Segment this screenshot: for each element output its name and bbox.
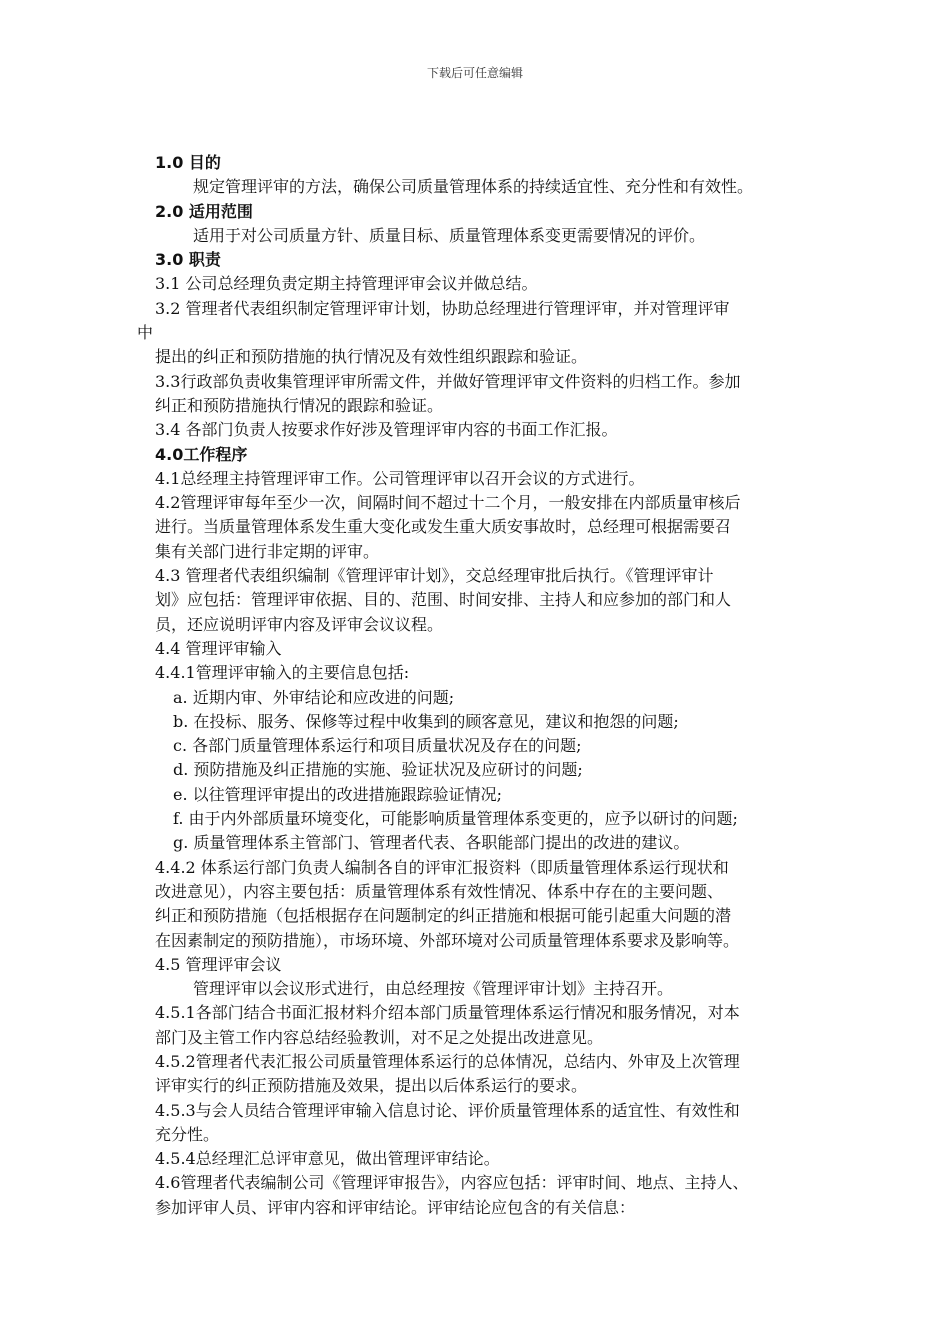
list-item: g. 质量管理体系主管部门、管理者代表、各职能部门提出的改进的建议。 (173, 833, 690, 853)
section-heading: 4.0工作程序 (155, 444, 248, 464)
paragraph-line: 划》应包括：管理评审依据、目的、范围、时间安排、主持人和应参加的部门和人 (155, 590, 732, 610)
list-item: c. 各部门质量管理体系运行和项目质量状况及存在的问题; (173, 736, 582, 756)
paragraph-line: 改进意见），内容主要包括：质量管理体系有效性情况、体系中存在的主要问题、 (155, 881, 724, 901)
paragraph-line: 评审实行的纠正预防措施及效果，提出以后体系运行的要求。 (155, 1076, 588, 1096)
paragraph-line: 参加评审人员、评审内容和评审结论。评审结论应包含的有关信息： (155, 1197, 636, 1217)
paragraph-line: 4.1总经理主持管理评审工作。公司管理评审以召开会议的方式进行。 (155, 468, 645, 488)
paragraph-line: 中 (137, 323, 154, 343)
paragraph-line: 管理评审以会议形式进行，由总经理按《管理评审计划》主持召开。 (193, 979, 674, 999)
page-header-note: 下载后可任意编辑 (426, 66, 523, 80)
paragraph-line: 4.5.3与会人员结合管理评审输入信息讨论、评价质量管理体系的适宜性、有效性和 (155, 1100, 740, 1120)
paragraph-line: 4.5.1各部门结合书面汇报材料介绍本部门质量管理体系运行情况和服务情况，对本 (155, 1003, 740, 1023)
paragraph-line: 规定管理评审的方法，确保公司质量管理体系的持续适宜性、充分性和有效性。 (193, 177, 754, 197)
paragraph-line: 4.4.2 体系运行部门负责人编制各自的评审汇报资料（即质量管理体系运行现状和 (155, 857, 729, 877)
paragraph-line: 提出的纠正和预防措施的执行情况及有效性组织跟踪和验证。 (155, 347, 588, 367)
paragraph-line: 4.5.4总经理汇总评审意见，做出管理评审结论。 (155, 1149, 500, 1169)
paragraph-line: 3.4 各部门负责人按要求作好涉及管理评审内容的书面工作汇报。 (155, 420, 618, 440)
paragraph-line: 员，还应说明评审内容及评审会议议程。 (155, 614, 444, 634)
paragraph-line: 3.2 管理者代表组织制定管理评审计划，协助总经理进行管理评审，并对管理评审 (155, 298, 730, 318)
list-item: f. 由于内外部质量环境变化，可能影响质量管理体系变更的，应予以研讨的问题; (173, 809, 738, 829)
paragraph-line: 集有关部门进行非定期的评审。 (155, 541, 380, 561)
list-item: d. 预防措施及纠正措施的实施、验证状况及应研讨的问题; (173, 760, 583, 780)
section-heading: 1.0 目的 (155, 153, 221, 172)
paragraph-line: 纠正和预防措施（包括根据存在问题制定的纠正措施和根据可能引起重大问题的潜 (155, 906, 732, 926)
paragraph-line: 部门及主管工作内容总结经验教训，对不足之处提出改进意见。 (155, 1027, 604, 1047)
paragraph-line: 4.4 管理评审输入 (155, 638, 282, 658)
section-heading: 3.0 职责 (155, 250, 221, 270)
paragraph-line: 4.6管理者代表编制公司《管理评审报告》，内容应包括：评审时间、地点、主持人、 (155, 1173, 749, 1193)
paragraph-line: 4.5.2管理者代表汇报公司质量管理体系运行的总体情况，总结内、外审及上次管理 (155, 1051, 740, 1071)
paragraph-line: 3.3行政部负责收集管理评审所需文件，并做好管理评审文件资料的归档工作。参加 (155, 371, 741, 391)
paragraph-line: 进行。当质量管理体系发生重大变化或发生重大质安事故时，总经理可根据需要召 (155, 517, 732, 537)
list-item: a. 近期内审、外审结论和应改进的问题; (173, 687, 455, 707)
paragraph-line: 纠正和预防措施执行情况的跟踪和验证。 (155, 395, 444, 415)
paragraph-line: 4.4.1管理评审输入的主要信息包括: (155, 663, 410, 683)
paragraph-line: 4.2管理评审每年至少一次，间隔时间不超过十二个月，一般安排在内部质量审核后 (155, 493, 741, 513)
list-item: e. 以往管理评审提出的改进措施跟踪验证情况; (173, 784, 503, 804)
paragraph-line: 充分性。 (155, 1124, 220, 1144)
document-body (137, 151, 867, 1220)
paragraph-line: 4.5 管理评审会议 (155, 954, 282, 974)
paragraph-line: 在因素制定的预防措施），市场环境、外部环境对公司质量管理体系要求及影响等。 (155, 930, 740, 950)
section-heading: 2.0 适用范围 (155, 201, 253, 221)
list-item: b. 在投标、服务、保修等过程中收集到的顾客意见，建议和抱怨的问题; (173, 711, 679, 731)
paragraph-line: 4.3 管理者代表组织编制《管理评审计划》，交总经理审批后执行。《管理评审计 (155, 566, 714, 586)
paragraph-line: 3.1 公司总经理负责定期主持管理评审会议并做总结。 (155, 274, 538, 294)
paragraph-line: 适用于对公司质量方针、质量目标、质量管理体系变更需要情况的评价。 (193, 225, 706, 245)
